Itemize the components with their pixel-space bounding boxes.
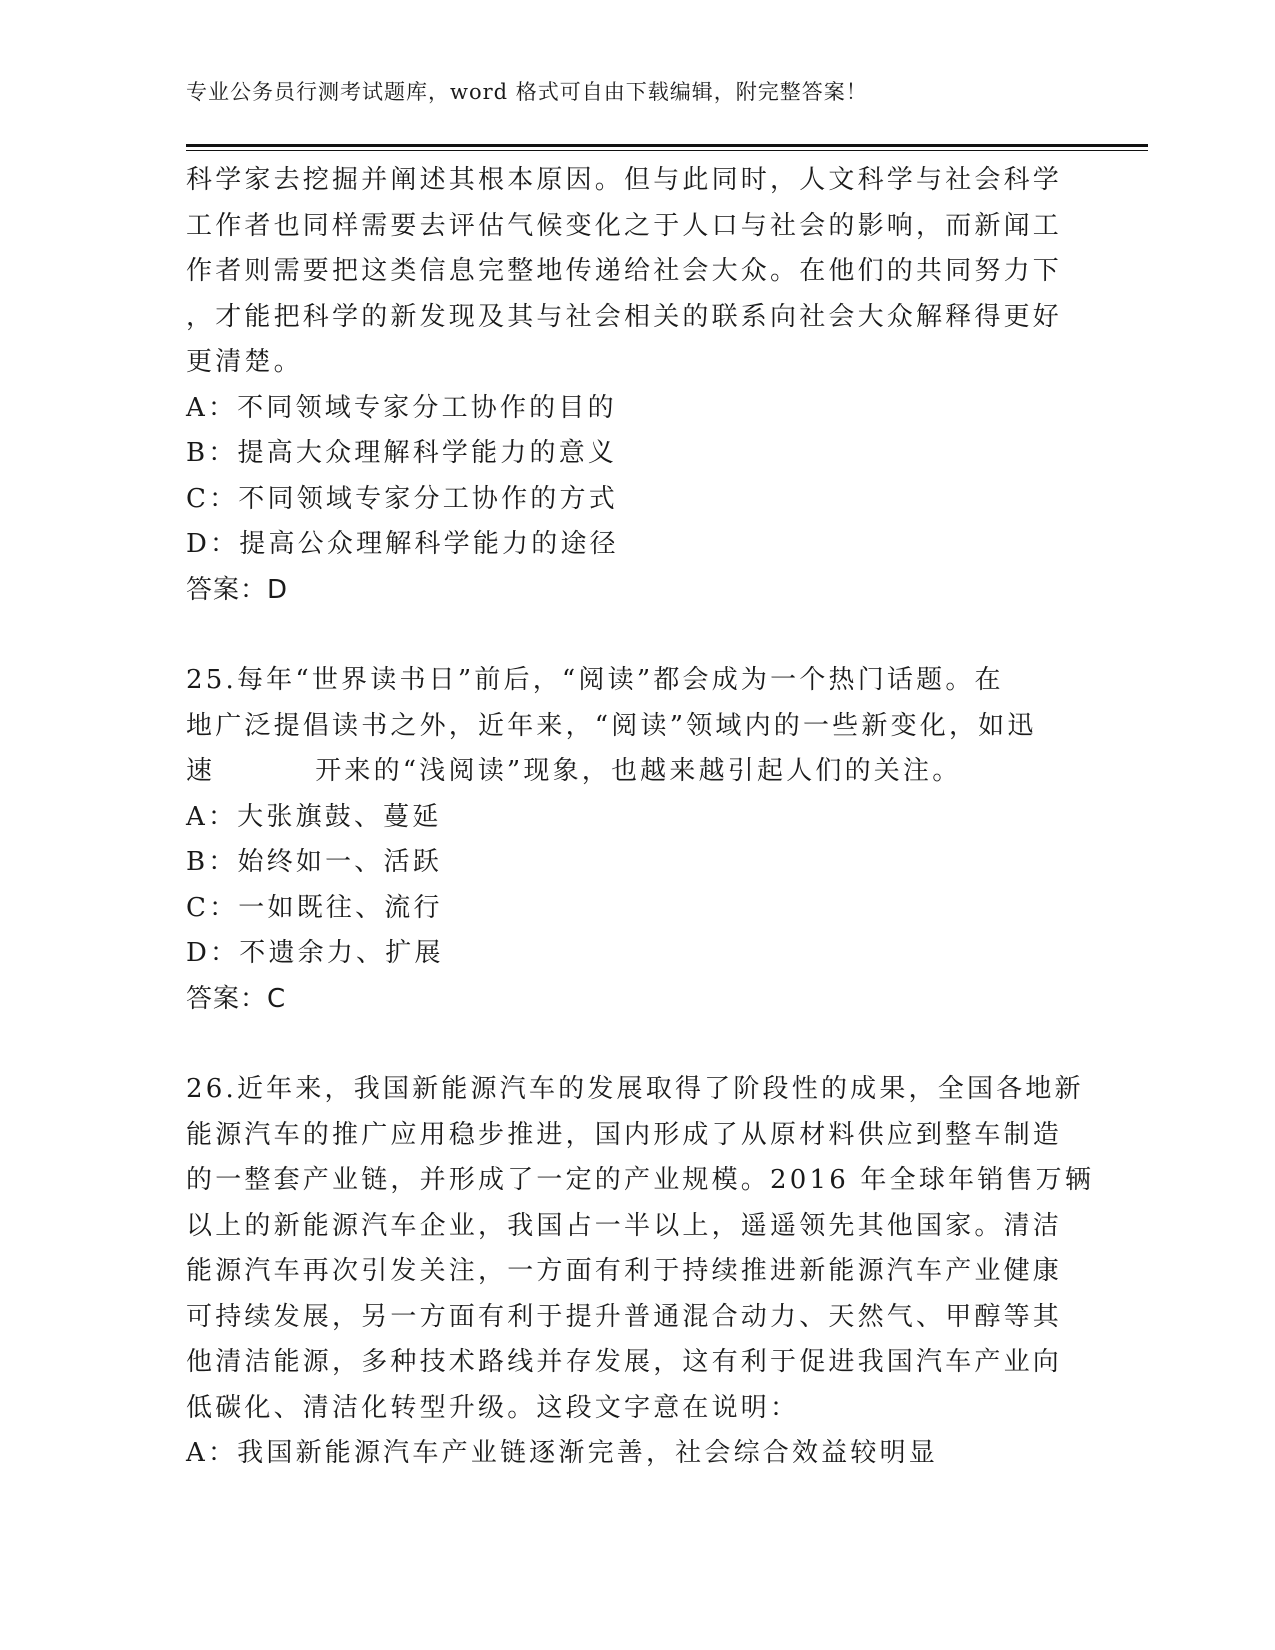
question-stem-line: 可持续发展，另一方面有利于提升普通混合动力、天然气、甲醇等其 — [186, 1301, 1063, 1332]
question-stem-line: 他清洁能源，多种技术路线并存发展，这有利于促进我国汽车产业向 — [186, 1347, 1063, 1377]
option-a: A：我国新能源汽车产业链逐渐完善，社会综合效益较明显 — [186, 1438, 938, 1468]
header-rule-thick — [186, 144, 1148, 147]
question-stem-line: 工作者也同样需要去评估气候变化之于人口与社会的影响，而新闻工 — [186, 210, 1063, 241]
question-stem-line: 26.近年来，我国新能源汽车的发展取得了阶段性的成果，全国各地新 — [186, 1074, 1084, 1104]
option-b: B：始终如一、活跃 — [186, 847, 442, 877]
question-stem-line — [186, 749, 1086, 795]
document-body — [186, 158, 1095, 1477]
spacer — [186, 613, 1086, 658]
question-25 — [186, 658, 1086, 1022]
question-stem-line: 25.每年“世界读书日”前后，“阅读”都会成为一个热门话题。在 — [186, 665, 1004, 695]
option-c: C：不同领域专家分工协作的方式 — [186, 483, 618, 514]
option-b: B：提高大众理解科学能力的意义 — [186, 438, 618, 468]
option-a: A：大张旗鼓、蔓延 — [186, 801, 442, 832]
question-stem-line: 以上的新能源汽车企业，我国占一半以上，遥遥领先其他国家。清洁 — [186, 1210, 1063, 1241]
question-stem-line: ，才能把科学的新发现及其与社会相关的联系向社会大众解释得更好 — [186, 301, 1063, 332]
option-a: A：不同领域专家分工协作的目的 — [186, 392, 617, 423]
answer-line: 答案：D — [186, 574, 289, 605]
header-rule-thin — [186, 150, 1148, 151]
question-stem-line: 的一整套产业链，并形成了一定的产业规模。2016 年全球年销售万辆 — [186, 1165, 1095, 1195]
question-24 — [186, 158, 1086, 613]
spacer — [186, 1022, 1086, 1067]
option-c: C：一如既往、流行 — [186, 892, 443, 923]
question-stem-line: 能源汽车的推广应用稳步推进，国内形成了从原材料供应到整车制造 — [186, 1119, 1063, 1150]
question-26 — [186, 1067, 1095, 1477]
option-d: D：提高公众理解科学能力的途径 — [186, 529, 619, 559]
question-stem-line: 科学家去挖掘并阐述其根本原因。但与此同时，人文科学与社会科学 — [186, 165, 1063, 195]
question-stem-line: 低碳化、清洁化转型升级。这段文字意在说明： — [186, 1392, 800, 1423]
stem-text-after-blank: 开来的“浅阅读”现象，也越来越引起人们的关注。 — [315, 756, 962, 786]
option-d: D：不遗余力、扩展 — [186, 938, 444, 968]
page-header: 专业公务员行测考试题库，word 格式可自由下载编辑，附完整答案！ — [186, 80, 868, 104]
answer-line: 答案：C — [186, 983, 287, 1014]
question-stem-line: 作者则需要把这类信息完整地传递给社会大众。在他们的共同努力下 — [186, 256, 1063, 286]
question-stem-line: 更清楚。 — [186, 347, 303, 377]
question-stem-line: 能源汽车再次引发关注，一方面有利于持续推进新能源汽车产业健康 — [186, 1256, 1063, 1286]
question-stem-line: 地广泛提倡读书之外，近年来，“阅读”领域内的一些新变化，如迅 — [186, 710, 1037, 741]
stem-text-before-blank: 速 — [186, 756, 216, 786]
